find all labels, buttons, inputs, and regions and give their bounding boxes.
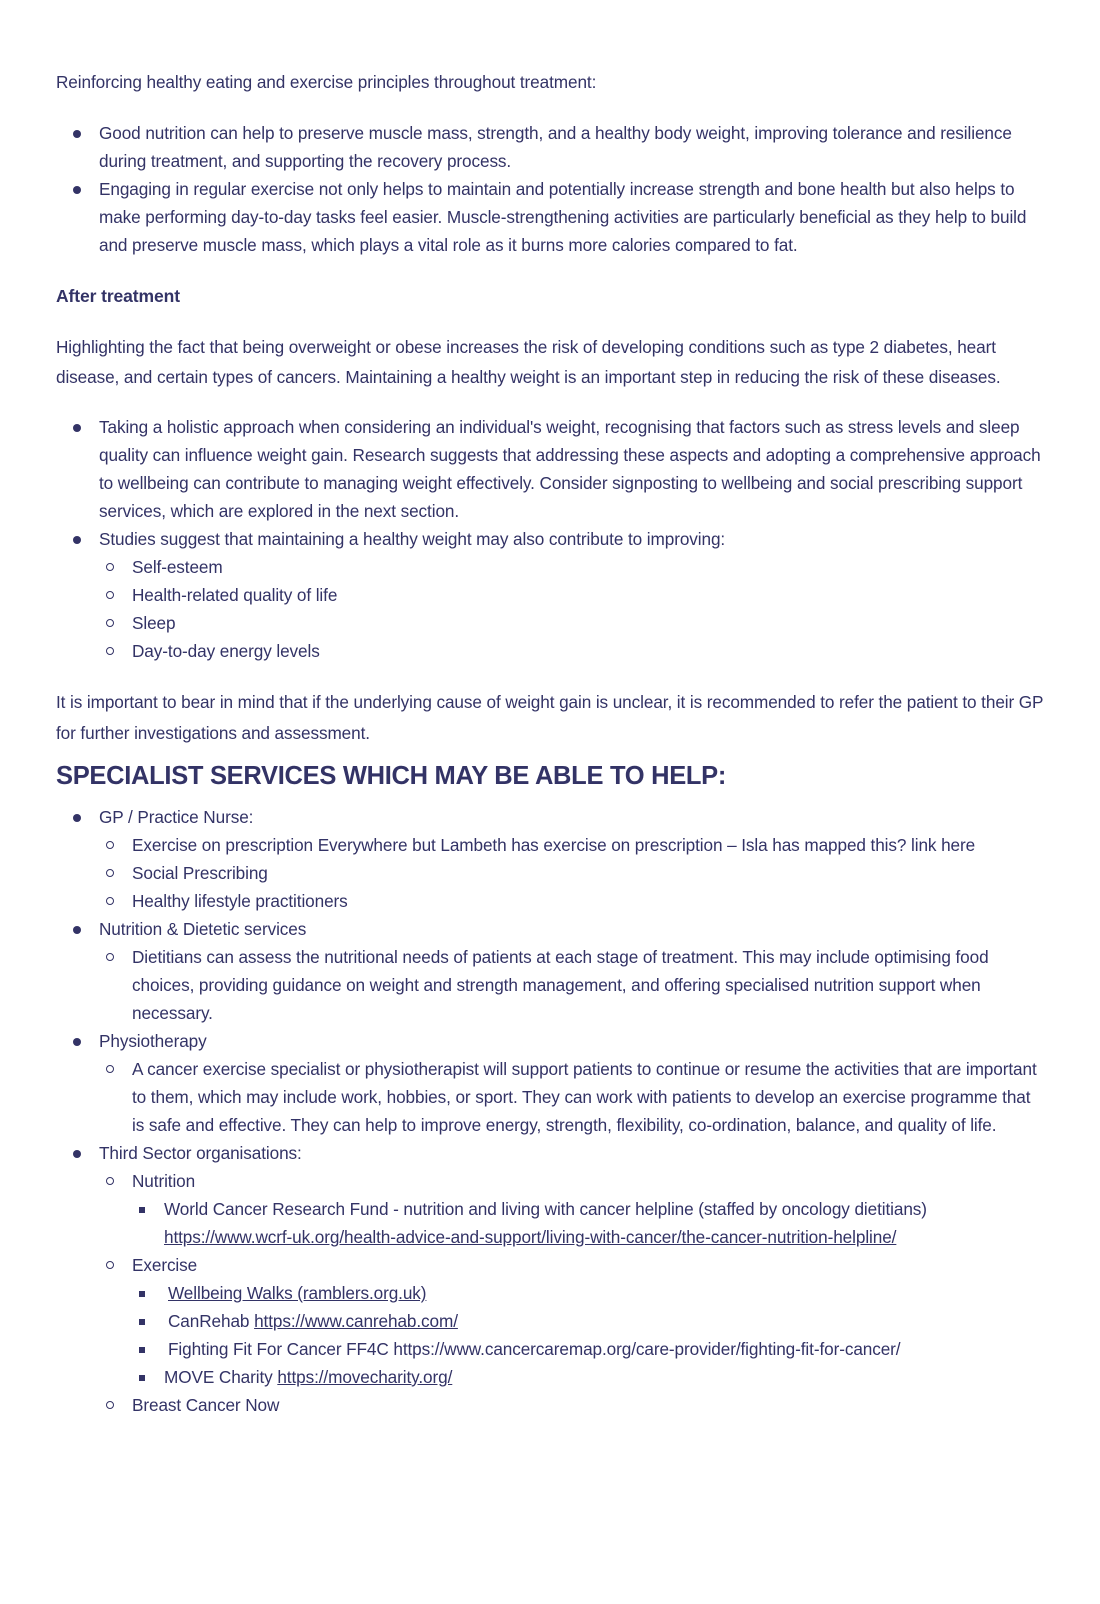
wellbeing-walks-link[interactable]: Wellbeing Walks (ramblers.org.uk) — [168, 1283, 427, 1303]
canrehab-text: CanRehab — [168, 1311, 255, 1331]
physio-sublist — [99, 1055, 1046, 1139]
gp-referral-note: It is important to bear in mind that if the underlying cause of weight gain is unclear, it is recommended to refer the patient to their GP for further investigations and assessment. — [56, 692, 1044, 743]
list-item: Engaging in regular exercise not only helps to maintain and potentially increase strength and bone health but also helps to make performing day-to-day tasks feel easier. Muscle-strengthening activities are particularly beneficial as they help to build and preserve muscle mass, which plays a vital role as it burns more calories compared to fat. — [56, 175, 1046, 259]
wcrf-text: World Cancer Research Fund - nutrition and living with cancer helpline (staffed by oncology dietitians) — [164, 1199, 927, 1219]
service-third-sector — [56, 1139, 1046, 1419]
after-treatment-list — [56, 413, 1046, 665]
service-gp — [56, 803, 1046, 915]
sublist-item-nutrition — [99, 1167, 1046, 1251]
third-sector-sublist — [99, 1167, 1046, 1419]
sublist-item: Exercise on prescription Everywhere but Lambeth has exercise on prescription – Isla has mapped this? link here — [99, 831, 1046, 859]
intro-text: Reinforcing healthy eating and exercise principles throughout treatment: — [56, 72, 597, 92]
sublist-item-exercise — [99, 1251, 1046, 1391]
during-treatment-list — [56, 119, 1046, 259]
nutrition-label: Nutrition — [132, 1171, 196, 1191]
service-label: Nutrition & Dietetic services — [99, 919, 307, 939]
nutrition-orgs-list — [132, 1195, 1046, 1251]
list-item: Good nutrition can help to preserve muscle mass, strength, and a healthy body weight, improving tolerance and resilience during treatment, and supporting the recovery process. — [56, 119, 1046, 175]
sublist-item: Healthy lifestyle practitioners — [99, 887, 1046, 915]
service-physiotherapy — [56, 1027, 1046, 1139]
specialist-services-heading: SPECIALIST SERVICES WHICH MAY BE ABLE TO HELP: — [56, 762, 727, 790]
services-list — [56, 803, 1046, 1419]
service-nutrition — [56, 915, 1046, 1027]
sublist-item: Sleep — [99, 609, 1046, 637]
move-link[interactable]: https://movecharity.org/ — [277, 1367, 453, 1387]
studies-text: Studies suggest that maintaining a healthy weight may also contribute to improving: — [99, 529, 726, 549]
gp-sublist — [99, 831, 1046, 915]
ff4c-text: Fighting Fit For Cancer FF4C https://www.cancercaremap.org/care-provider/fighting-fit-for-cancer/ — [168, 1339, 901, 1359]
exercise-label: Exercise — [132, 1255, 198, 1275]
service-label: GP / Practice Nurse: — [99, 807, 254, 827]
sublist-item: A cancer exercise specialist or physiotherapist will support patients to continue or resume the activities that are important to them, which may include work, hobbies, or sport. They can work with patients to develop an exercise programme that is safe and effective. They can help to improve energy, strength, flexibility, co-ordination, balance, and quality of life. — [99, 1055, 1046, 1139]
service-label: Physiotherapy — [99, 1031, 207, 1051]
org-walks — [132, 1279, 1046, 1307]
sublist-item: Dietitians can assess the nutritional needs of patients at each stage of treatment. This may include optimising food choices, providing guidance on weight and strength management, and offering specialised nutrition support when necessary. — [99, 943, 1046, 1027]
move-text: MOVE Charity — [164, 1367, 278, 1387]
after-treatment-heading: After treatment — [56, 286, 180, 306]
canrehab-link[interactable]: https://www.canrehab.com/ — [254, 1311, 458, 1331]
sublist-item: Self-esteem — [99, 553, 1046, 581]
studies-sublist — [99, 553, 1046, 665]
sublist-item: Day-to-day energy levels — [99, 637, 1046, 665]
sublist-item: Health-related quality of life — [99, 581, 1046, 609]
document-page — [56, 68, 1046, 1419]
nutrition-sublist — [99, 943, 1046, 1027]
exercise-orgs-list — [132, 1279, 1046, 1391]
wcrf-link[interactable]: https://www.wcrf-uk.org/health-advice-and-support/living-with-cancer/the-cancer-nutrition-helpline/ — [164, 1227, 897, 1247]
sublist-item: Social Prescribing — [99, 859, 1046, 887]
org-wcrf — [132, 1195, 1046, 1251]
org-canrehab — [132, 1307, 1046, 1335]
org-ff4c — [132, 1335, 1046, 1363]
list-item — [56, 525, 1046, 665]
service-label: Third Sector organisations: — [99, 1143, 302, 1163]
after-treatment-paragraph: Highlighting the fact that being overweight or obese increases the risk of developing conditions such as type 2 diabetes, heart disease, and certain types of cancers. Maintaining a healthy weight is an important step in reducing the risk of these diseases. — [56, 337, 1001, 387]
org-move — [132, 1363, 1046, 1391]
sublist-item-breast-cancer-now: Breast Cancer Now — [99, 1391, 1046, 1419]
list-item: Taking a holistic approach when considering an individual's weight, recognising that factors such as stress levels and sleep quality can influence weight gain. Research suggests that addressing these aspects and adopting a comprehensive approach to wellbeing can contribute to managing weight effectively. Consider signposting to wellbeing and social prescribing support services, which are explored in the next section. — [56, 413, 1046, 525]
